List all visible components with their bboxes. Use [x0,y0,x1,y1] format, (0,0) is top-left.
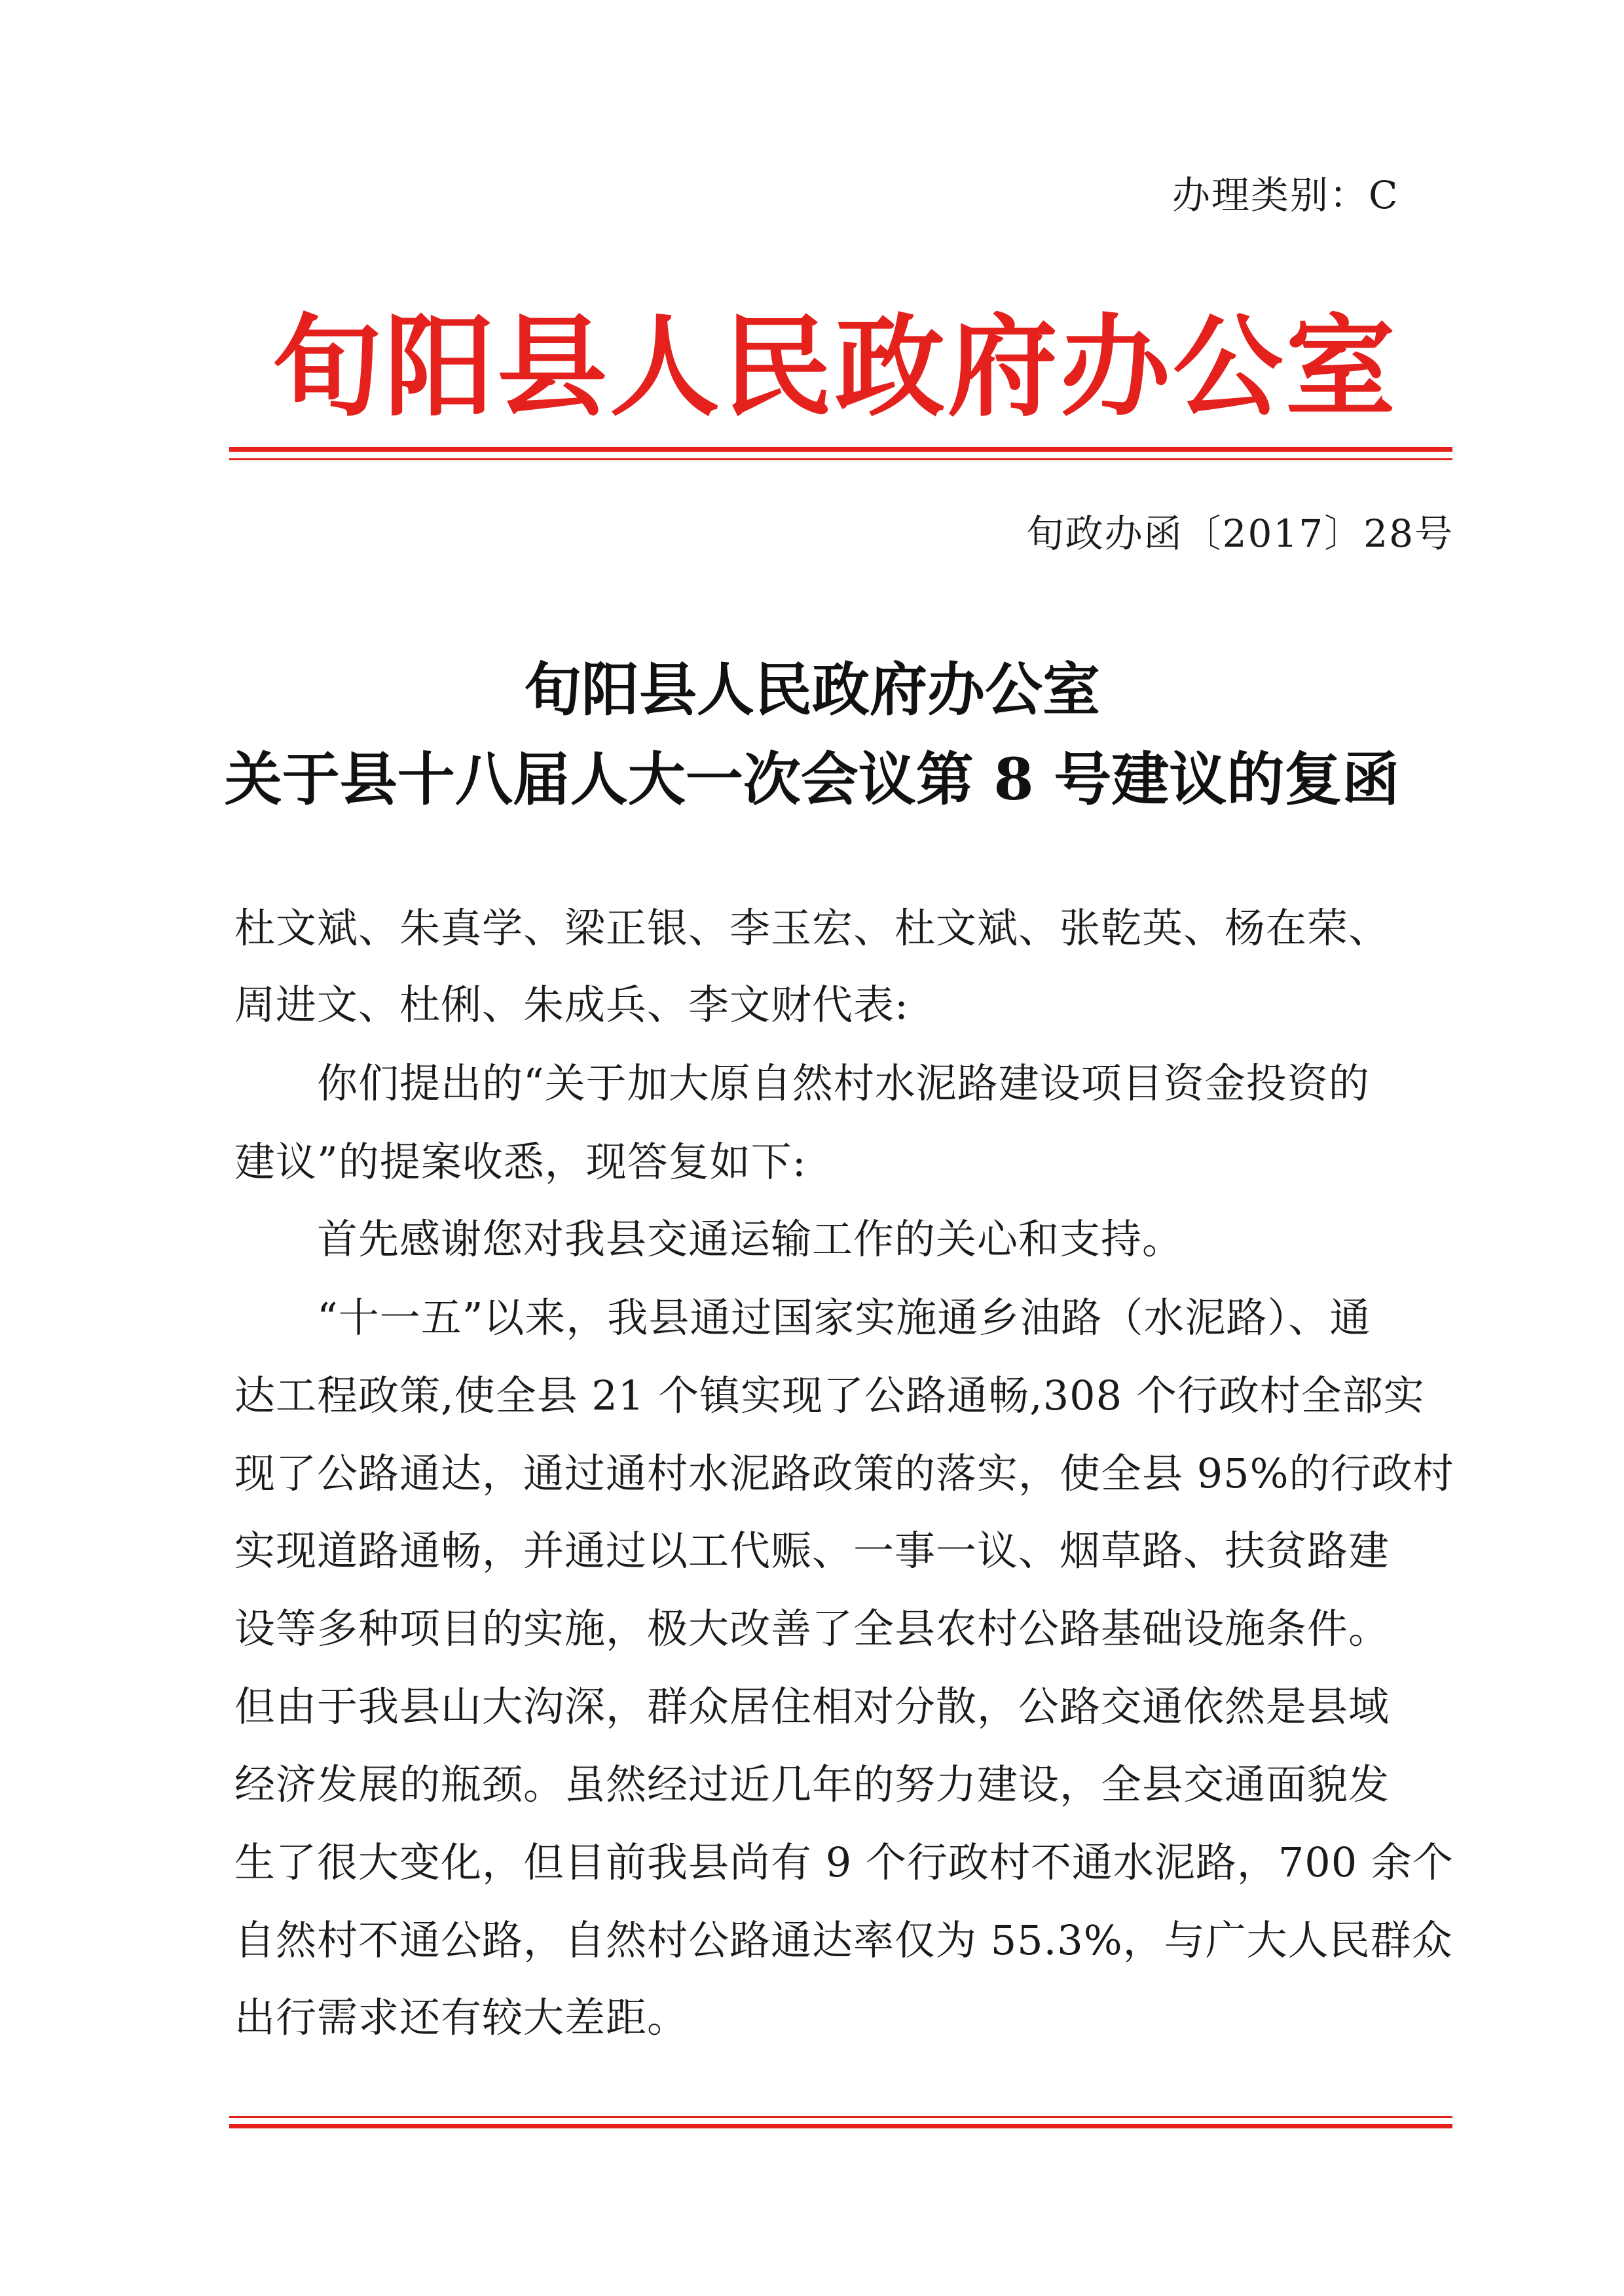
body-line: 你们提出的“关于加大原自然村水泥路建设项目资金投资的 [234,1059,1370,1107]
body-line: 实现道路通畅，并通过以工代赈、一事一议、烟草路、扶贫路建 [234,1527,1390,1575]
issuing-organization-header: 旬阳县人民政府办公室 [272,302,1398,431]
body-line: 达工程政策,使全县 21 个镇实现了公路通畅,308 个行政村全部实 [234,1372,1425,1419]
body-line: 但由于我县山大沟深，群众居住相对分散，公路交通依然是县域 [234,1683,1390,1730]
footer-red-rule-thick [229,2124,1452,2128]
body-line: 建议”的提案收悉，现答复如下: [234,1138,807,1186]
body-line: 首先感谢您对我县交通运输工作的关心和支持。 [234,1215,1184,1263]
body-line: 设等多种项目的实施，极大改善了全县农村公路基础设施条件。 [234,1605,1390,1652]
handling-category: 办理类别：C [1172,173,1399,217]
header-red-rule-thin [229,458,1452,460]
document-number: 旬政办函〔2017〕28号 [1025,511,1454,556]
document-title-line-2: 关于县十八届人大一次会议第 8 号建议的复函 [224,745,1400,813]
document-title-line-1: 旬阳县人民政府办公室 [523,655,1100,723]
body-line: 周进文、杜俐、朱成兵、李文财代表: [234,981,909,1029]
body-line: “十一五”以来，我县通过国家实施通乡油路（水泥路）、通 [234,1294,1371,1341]
body-line: 自然村不通公路，自然村公路通达率仅为 55.3%，与广大人民群众 [234,1916,1453,1964]
body-line: 现了公路通达，通过通村水泥路政策的落实，使全县 95%的行政村 [234,1449,1454,1497]
body-line: 生了很大变化，但目前我县尚有 9 个行政村不通水泥路，700 余个 [234,1838,1454,1886]
body-line: 杜文斌、朱真学、梁正银、李玉宏、杜文斌、张乾英、杨在荣、 [234,904,1390,952]
body-line: 出行需求还有较大差距。 [234,1994,689,2041]
body-line: 经济发展的瓶颈。虽然经过近几年的努力建设，全县交通面貌发 [234,1760,1390,1808]
header-red-rule-thick [229,447,1452,452]
footer-red-rule-thin [229,2116,1452,2118]
